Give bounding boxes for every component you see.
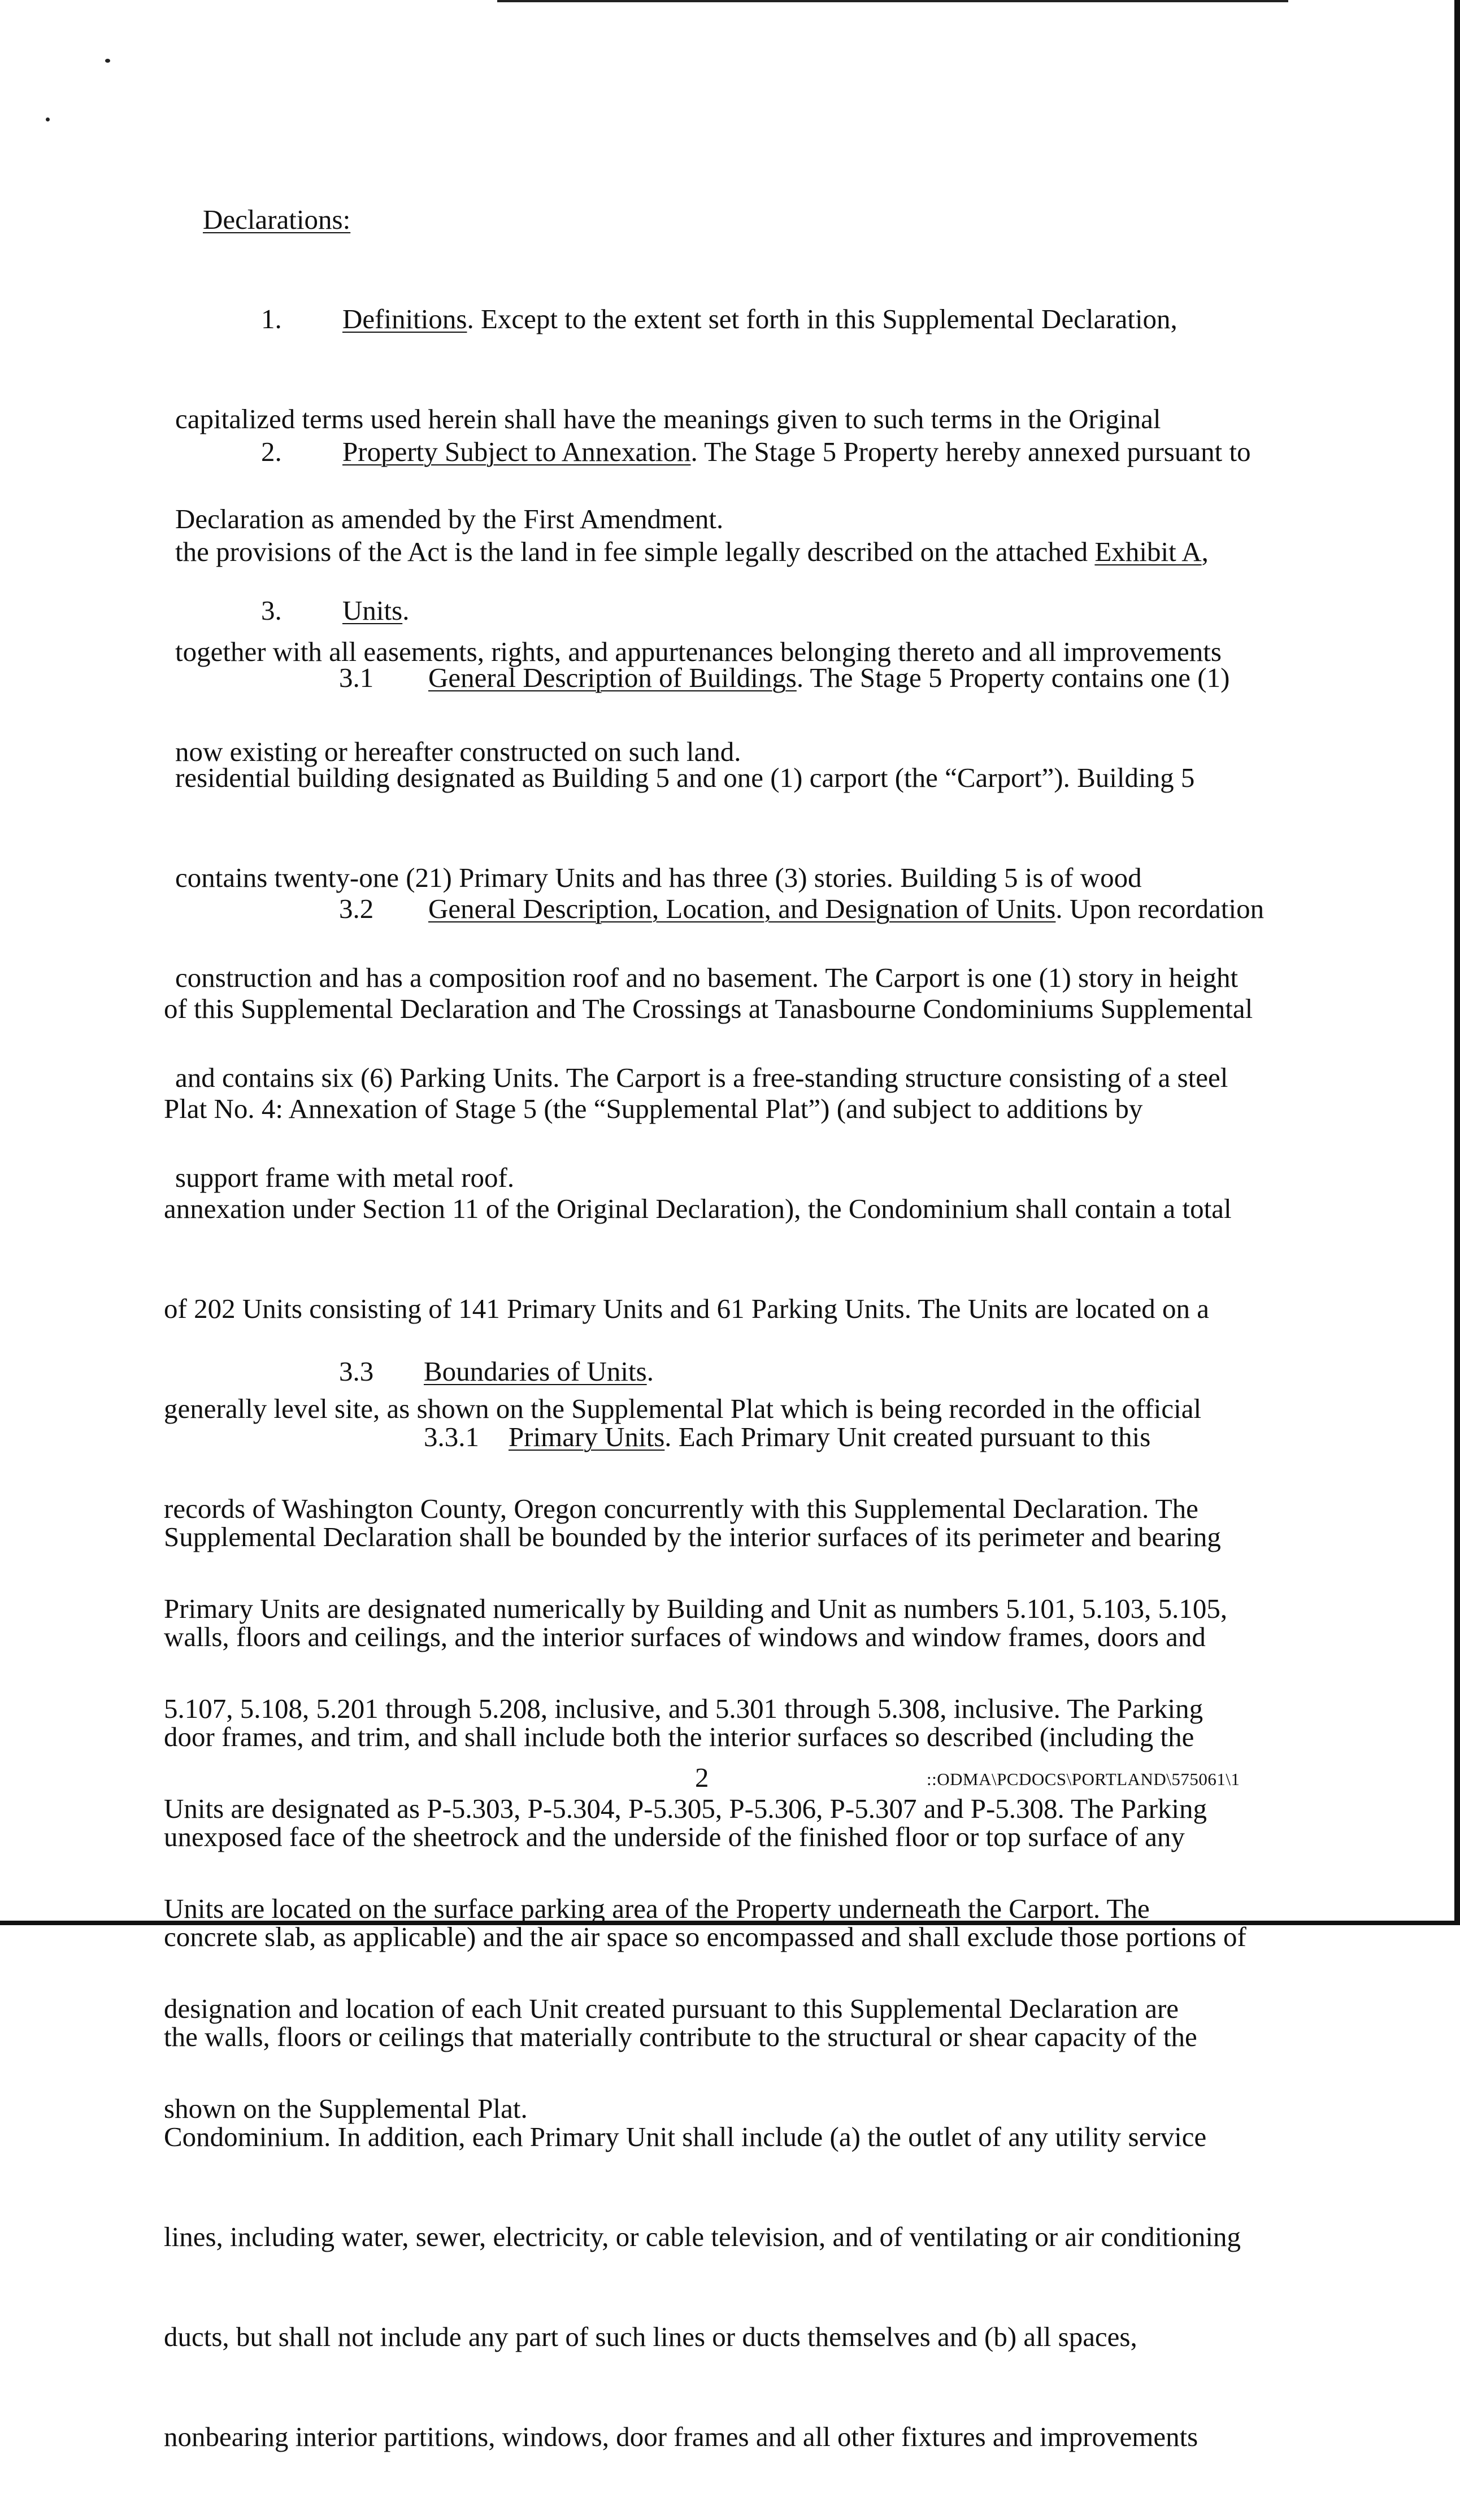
- section-3-2-line: Units are designated as P-5.303, P-5.304, P-5.305, P-5.306, P-5.307 and P-5.308. The Parking: [164, 1793, 1207, 1824]
- section-3-2-line: annexation under Section 11 of the Original Declaration), the Condominium shall contain a total: [164, 1193, 1232, 1224]
- section-3-3-1-title: Primary Units: [509, 1421, 665, 1452]
- section-3-3-1-number: 3.3.1: [424, 1421, 479, 1452]
- scan-edge-top: [497, 0, 1288, 2]
- section-3-3-1-line: lines, including water, sewer, electricity, or cable television, and of ventilating or air conditioning: [164, 2221, 1241, 2252]
- section-2-title: Property Subject to Annexation: [342, 436, 691, 467]
- section-2-punct: ,: [1201, 536, 1209, 567]
- section-3-2-line: Primary Units are designated numerically by Building and Unit as numbers 5.101, 5.103, 5.105,: [164, 1593, 1228, 1624]
- scan-speck: [46, 117, 50, 121]
- section-3-tail: .: [402, 595, 410, 626]
- section-3-3-1-line: walls, floors and ceilings, and the interior surfaces of windows and window frames, doors and: [164, 1621, 1206, 1652]
- section-3-2-line: shown on the Supplemental Plat.: [164, 2093, 528, 2124]
- section-3-2-line: records of Washington County, Oregon concurrently with this Supplemental Declaration. The: [164, 1493, 1198, 1524]
- section-1-title: Definitions: [342, 303, 467, 334]
- section-3-2-line: 5.107, 5.108, 5.201 through 5.208, inclusive, and 5.301 through 5.308, inclusive. The Parking: [164, 1693, 1203, 1724]
- section-2-first-line: . The Stage 5 Property hereby annexed pursuant to: [690, 436, 1251, 467]
- section-3-2-line: Units are located on the surface parking area of the Property underneath the Carport. The: [164, 1893, 1150, 1924]
- section-3-3-tail: .: [646, 1356, 654, 1387]
- section-3-3-1-line: ducts, but shall not include any part of such lines or ducts themselves and (b) all spaces,: [164, 2321, 1137, 2352]
- section-3-1-first-line: . The Stage 5 Property contains one (1): [796, 662, 1230, 693]
- scan-speck: [105, 59, 110, 63]
- section-1-first-line: . Except to the extent set forth in this Supplemental Declaration,: [467, 303, 1177, 334]
- section-2-line: the provisions of the Act is the land in fee simple legally described on the attached: [175, 536, 1095, 567]
- section-3-2-line: of this Supplemental Declaration and The Crossings at Tanasbourne Condominiums Supplemental: [164, 993, 1253, 1024]
- section-3-3-number: 3.3: [339, 1356, 374, 1387]
- section-3-2-line: designation and location of each Unit created pursuant to this Supplemental Declaration are: [164, 1993, 1179, 2024]
- section-3-1-line: construction and has a composition roof and no basement. The Carport is one (1) story in height: [175, 962, 1239, 993]
- section-3-1-number: 3.1: [339, 662, 374, 693]
- section-3-1-line: residential building designated as Building 5 and one (1) carport (the “Carport”). Building 5: [175, 762, 1195, 793]
- document-path: ::ODMA\PCDOCS\PORTLAND\575061\1: [927, 1769, 1240, 1789]
- section-3-3-1-line: unexposed face of the sheetrock and the underside of the finished floor or top surface of any: [164, 1821, 1185, 1852]
- section-3-3-1-line: Condominium. In addition, each Primary Unit shall include (a) the outlet of any utility service: [164, 2121, 1207, 2152]
- section-3-number: 3.: [261, 595, 282, 626]
- page-number: 2: [695, 1762, 709, 1793]
- section-3-3-title: Boundaries of Units: [424, 1356, 647, 1387]
- section-3-3-1-first-line: . Each Primary Unit created pursuant to this: [664, 1421, 1151, 1452]
- section-3-2-first-line: . Upon recordation: [1055, 893, 1265, 924]
- section-3-3-1-line: Supplemental Declaration shall be bounded by the interior surfaces of its perimeter and bearing: [164, 1521, 1221, 1552]
- section-1-line: capitalized terms used herein shall have the meanings given to such terms in the Original: [175, 403, 1161, 434]
- section-2-line: together with all easements, rights, and appurtenances belonging thereto and all improvements: [175, 636, 1222, 667]
- section-3-3-1: [164, 1353, 1246, 2520]
- section-3-title: Units: [342, 595, 403, 626]
- scan-edge-right: [1454, 0, 1460, 1925]
- section-2-line: now existing or hereafter constructed on such land.: [175, 736, 741, 767]
- section-3-2-title: General Description, Location, and Designation of Units: [428, 893, 1056, 924]
- section-3-1-line: and contains six (6) Parking Units. The Carport is a free-standing structure consisting of a steel: [175, 1062, 1228, 1093]
- section-1-number: 1.: [261, 303, 282, 334]
- section-3-3-1-line: the walls, floors or ceilings that materially contribute to the structural or shear capacity of the: [164, 2021, 1197, 2052]
- section-3-2-line: Plat No. 4: Annexation of Stage 5 (the “Supplemental Plat”) (and subject to additions by: [164, 1093, 1143, 1124]
- heading-text: Declarations:: [203, 204, 351, 235]
- section-3-2-number: 3.2: [339, 893, 374, 924]
- section-3-1-line: support frame with metal roof.: [175, 1162, 515, 1193]
- exhibit-a-link: Exhibit A: [1094, 536, 1202, 567]
- section-3-3-1-line: concrete slab, as applicable) and the air space so encompassed and shall exclude those portions of: [164, 1921, 1246, 1952]
- section-1-line: Declaration as amended by the First Amendment.: [175, 503, 724, 534]
- section-3-2-line: of 202 Units consisting of 141 Primary Units and 61 Parking Units. The Units are located on a: [164, 1293, 1209, 1324]
- section-3-3-1-line: door frames, and trim, and shall include both the interior surfaces so described (including the: [164, 1721, 1194, 1752]
- section-3-1-title: General Description of Buildings: [428, 662, 797, 693]
- section-3-3-1-line: nonbearing interior partitions, windows, door frames and all other fixtures and improvements: [164, 2421, 1198, 2452]
- section-2-number: 2.: [261, 436, 282, 467]
- section-3-1-line: contains twenty-one (21) Primary Units and has three (3) stories. Building 5 is of wood: [175, 862, 1142, 893]
- section-3-2-line: generally level site, as shown on the Supplemental Plat which is being recorded in the official: [164, 1393, 1202, 1424]
